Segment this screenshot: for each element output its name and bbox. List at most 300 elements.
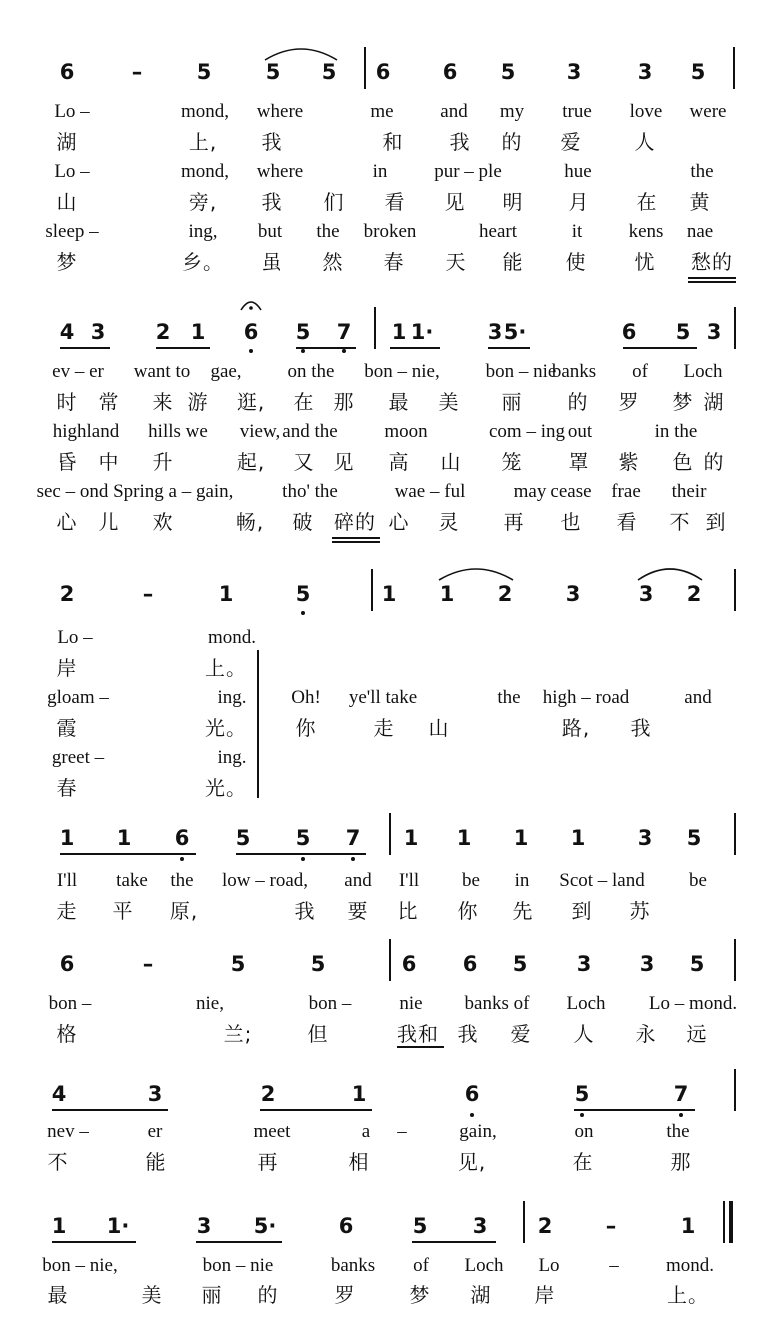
lyric-char: 看: [384, 190, 406, 214]
jianpu-note: 3: [90, 320, 106, 344]
lyric-line-english: [0, 160, 772, 184]
lyric-char: 美: [438, 390, 460, 414]
lyric-char: 月: [568, 190, 590, 214]
lyric-line-chinese: [0, 510, 772, 534]
lyric-char: 升: [152, 450, 174, 474]
lyric-word: mond,: [180, 101, 230, 122]
lyric-word: be: [689, 870, 707, 891]
lyric-char: 走: [56, 899, 78, 923]
lyric-word: greet –: [51, 747, 105, 768]
octave-dot: [470, 1113, 474, 1117]
lyric-char: 山: [56, 190, 78, 214]
barline: [733, 47, 735, 89]
lyric-char: 你: [295, 716, 317, 740]
lyric-word: were: [689, 101, 727, 122]
octave-dot: [342, 349, 346, 353]
jianpu-note: 6: [401, 952, 417, 976]
lyric-word: banks of: [464, 993, 530, 1014]
lyric-word: highland: [52, 421, 120, 442]
lyric-char: 再: [503, 510, 525, 534]
lyric-word: sec – ond Spring a – gain,: [36, 481, 234, 502]
octave-dot: [301, 349, 305, 353]
lyric-word: I'll: [398, 870, 420, 891]
lyric-line-chinese: [0, 130, 772, 154]
lyric-char: 人: [634, 130, 656, 154]
slur: [437, 562, 515, 582]
lyric-char: 中: [98, 450, 120, 474]
barline: [723, 1201, 725, 1243]
lyric-word: nae: [686, 221, 714, 242]
jianpu-note: 6: [59, 60, 75, 84]
lyric-line-chinese: [0, 390, 772, 414]
lyric-char: 见: [444, 190, 466, 214]
lyric-char: 相: [348, 1150, 370, 1174]
lyric-word: and: [684, 687, 712, 708]
lyric-underline: [397, 1046, 444, 1048]
lyric-char: 光。: [205, 776, 247, 800]
lyric-char: 春: [383, 250, 405, 274]
lyric-char: 岸: [56, 656, 78, 680]
rhythm-underline: [488, 347, 530, 349]
lyric-char: 也: [560, 510, 582, 534]
jianpu-note: 1: [51, 1214, 67, 1238]
lyric-char: 永: [635, 1022, 657, 1046]
lyric-word: –: [397, 1121, 407, 1142]
note-line: [0, 1082, 772, 1106]
lyric-char: 愁的: [691, 250, 733, 274]
lyric-word: nie,: [196, 993, 224, 1014]
lyric-char: 岸: [534, 1283, 556, 1307]
lyric-word: nie: [399, 993, 423, 1014]
jianpu-note: 1: [351, 1082, 367, 1106]
lyric-char: 能: [145, 1150, 167, 1174]
lyric-line-english: [0, 992, 772, 1016]
jianpu-note: 5·: [503, 320, 527, 344]
jianpu-note: 3: [706, 320, 722, 344]
lyric-word: ev – er: [52, 361, 104, 382]
lyric-char: 高: [388, 450, 410, 474]
lyric-char: 梦: [409, 1283, 431, 1307]
rhythm-underline: [390, 347, 440, 349]
lyric-word: bon – nie,: [42, 1255, 118, 1276]
lyric-char: 梦: [672, 390, 694, 414]
lyric-char: 欢: [152, 510, 174, 534]
lyric-char: 紫: [618, 450, 640, 474]
lyric-char: 苏: [629, 899, 651, 923]
lyric-char: 我: [261, 130, 283, 154]
octave-dot: [580, 1113, 584, 1117]
jianpu-note: 1: [513, 826, 529, 850]
lyric-char: 的: [567, 390, 589, 414]
lyric-char: 到: [571, 899, 593, 923]
rhythm-underline: [60, 347, 110, 349]
lyric-char: 不: [47, 1150, 69, 1174]
lyric-word: mond.: [207, 627, 257, 648]
jianpu-note: 3: [565, 582, 581, 606]
lyric-line-chinese: [0, 899, 772, 923]
jianpu-note: 2: [59, 582, 75, 606]
note-line: [0, 60, 772, 84]
lyric-line-english: [0, 1254, 772, 1278]
slur: [636, 562, 704, 582]
lyric-char: 灵: [438, 510, 460, 534]
lyric-word: Oh!: [291, 687, 321, 708]
jianpu-note: 6: [621, 320, 637, 344]
lyric-char: 游: [187, 390, 209, 414]
lyric-word: take: [116, 870, 148, 891]
lyric-char: 那: [670, 1150, 692, 1174]
jianpu-note: 5: [230, 952, 246, 976]
jianpu-note: –: [605, 1214, 617, 1238]
lyric-char: 们: [323, 190, 345, 214]
lyric-word: bon – nie,: [364, 361, 440, 382]
jianpu-note: 6: [462, 952, 478, 976]
jianpu-note: 1: [391, 320, 407, 344]
lyric-word: wae – ful: [394, 481, 466, 502]
lyric-char: 不: [669, 510, 691, 534]
lyric-word: bon –: [48, 993, 92, 1014]
lyric-char: 在: [293, 390, 315, 414]
lyric-char: 上,: [188, 130, 218, 154]
rhythm-underline: [156, 347, 210, 349]
jianpu-note: 6: [464, 1082, 480, 1106]
barline: [364, 47, 366, 89]
lyric-word: Loch: [683, 361, 723, 382]
lyric-char: 又: [293, 450, 315, 474]
lyric-char: 来: [152, 390, 174, 414]
lyric-word: bon – nie: [485, 361, 557, 382]
slur: [263, 42, 339, 62]
lyric-char: 但: [307, 1022, 329, 1046]
lyric-word: the: [690, 161, 714, 182]
note-line: [0, 320, 772, 344]
barline: [734, 307, 736, 349]
lyric-line-english: [0, 746, 772, 770]
jianpu-note: 6: [442, 60, 458, 84]
lyric-word: I'll: [56, 870, 78, 891]
octave-dot: [679, 1113, 683, 1117]
jianpu-note: 7: [345, 826, 361, 850]
rhythm-underline: [412, 1241, 496, 1243]
lyric-char: 色: [672, 450, 694, 474]
jianpu-note: 5: [500, 60, 516, 84]
lyric-word: true: [562, 101, 592, 122]
lyric-char: 在: [636, 190, 658, 214]
lyric-line-english: [0, 220, 772, 244]
lyric-word: cease: [550, 481, 592, 502]
jianpu-note: 5: [295, 582, 311, 606]
lyric-char: 梦: [56, 250, 78, 274]
lyric-char: 看: [616, 510, 638, 534]
lyric-line-chinese: [0, 776, 772, 800]
jianpu-note: 5: [321, 60, 337, 84]
jianpu-note: 3: [639, 952, 655, 976]
lyric-char: 心: [56, 510, 78, 534]
lyric-word: mond,: [180, 161, 230, 182]
lyric-word: Lo –: [57, 627, 93, 648]
lyric-char: 笼: [501, 450, 523, 474]
jianpu-note: 7: [336, 320, 352, 344]
jianpu-note: 5·: [253, 1214, 277, 1238]
lyric-line-chinese: [0, 1283, 772, 1307]
lyric-char: 远: [686, 1022, 708, 1046]
lyric-char: 破: [292, 510, 314, 534]
lyric-word: where: [256, 161, 304, 182]
lyric-word: it: [571, 221, 583, 242]
jianpu-note: 3: [576, 952, 592, 976]
jianpu-note: 2: [155, 320, 171, 344]
jianpu-note: 1: [570, 826, 586, 850]
jianpu-note: 5: [310, 952, 326, 976]
lyric-word: ye'll take: [348, 687, 418, 708]
jianpu-note: 1: [680, 1214, 696, 1238]
lyric-word: love: [629, 101, 663, 122]
jianpu-note: 2: [686, 582, 702, 606]
lyric-word: me: [370, 101, 394, 122]
lyric-word: –: [609, 1255, 619, 1276]
jianpu-note: 3: [487, 320, 503, 344]
barline: [374, 307, 376, 349]
lyric-char: 儿: [98, 510, 120, 534]
lyric-word: Loch: [566, 993, 606, 1014]
lyric-word: ing,: [188, 221, 218, 242]
jianpu-note: 1: [116, 826, 132, 850]
rhythm-underline: [52, 1109, 168, 1111]
jianpu-note: 6: [59, 952, 75, 976]
lyric-word: a: [361, 1121, 371, 1142]
jianpu-note: 1: [439, 582, 455, 606]
lyric-underline: [688, 277, 736, 279]
lyric-char: 罗: [334, 1283, 356, 1307]
lyric-line-english: [0, 360, 772, 384]
jianpu-note: 3: [196, 1214, 212, 1238]
jianpu-note: 6: [375, 60, 391, 84]
lyric-word: tho' the: [282, 481, 338, 502]
lyric-word: in: [514, 870, 530, 891]
jianpu-note: 3: [566, 60, 582, 84]
lyric-word: kens: [628, 221, 664, 242]
lyric-char: 我: [261, 190, 283, 214]
lyric-char: 明: [502, 190, 524, 214]
lyric-char: 我: [630, 716, 652, 740]
lyric-char: 旁,: [188, 190, 218, 214]
barline: [389, 813, 391, 855]
jianpu-note: 6: [174, 826, 190, 850]
lyric-word: and: [440, 101, 468, 122]
lyric-word: the: [666, 1121, 690, 1142]
barline: [734, 813, 736, 855]
lyric-word: Lo –: [54, 161, 90, 182]
lyric-char: 霞: [56, 716, 78, 740]
lyric-word: Lo: [538, 1255, 560, 1276]
lyric-char: 起,: [236, 450, 266, 474]
lyric-word: hills we: [148, 421, 208, 442]
jianpu-note: 5: [196, 60, 212, 84]
note-line: [0, 1214, 772, 1238]
lyric-char: 心: [388, 510, 410, 534]
jianpu-note: 3: [472, 1214, 488, 1238]
jianpu-note: 5: [690, 60, 706, 84]
jianpu-note: 2: [537, 1214, 553, 1238]
octave-dot: [301, 611, 305, 615]
jianpu-note: 7: [673, 1082, 689, 1106]
lyric-char: 使: [565, 250, 587, 274]
lyric-char: 那: [333, 390, 355, 414]
lyric-char: 我: [449, 130, 471, 154]
jianpu-note: 5: [295, 320, 311, 344]
note-line: [0, 582, 772, 606]
lyric-word: gain,: [459, 1121, 497, 1142]
lyric-char: 我: [457, 1022, 479, 1046]
lyric-word: want to: [133, 361, 191, 382]
lyric-line-english: [0, 420, 772, 444]
lyric-word: their: [671, 481, 707, 502]
lyric-line-chinese: [0, 250, 772, 274]
jianpu-note: 6: [243, 320, 259, 344]
jianpu-note: 3: [637, 826, 653, 850]
lyric-char: 格: [56, 1022, 78, 1046]
lyric-char: 常: [98, 390, 120, 414]
lyric-char: 爱: [560, 130, 582, 154]
lyric-word: Scot – land: [559, 870, 645, 891]
lyric-word: meet: [253, 1121, 291, 1142]
lyric-char: 湖: [56, 130, 78, 154]
lyric-line-english: [0, 1120, 772, 1144]
lyric-char: 罗: [618, 390, 640, 414]
barline: [389, 939, 391, 981]
lyric-char: 山: [440, 450, 462, 474]
lyric-char: 最: [388, 390, 410, 414]
lyric-word: com – ing: [489, 421, 565, 442]
lyric-word: high – road: [542, 687, 630, 708]
jianpu-note: 5: [686, 826, 702, 850]
lyric-word: frae: [611, 481, 641, 502]
barline: [734, 1069, 736, 1111]
lyric-line-english: [0, 626, 772, 650]
lyric-char: 湖: [470, 1283, 492, 1307]
lyric-line-english: [0, 686, 772, 710]
lyric-char: 乡。: [182, 250, 224, 274]
lyric-word: bon –: [308, 993, 352, 1014]
lyric-line-chinese: [0, 1022, 772, 1046]
lyric-underline: [688, 281, 736, 283]
jianpu-note: 2: [497, 582, 513, 606]
lyric-char: 逛,: [236, 390, 266, 414]
fermata: [239, 298, 263, 312]
lyric-word: broken: [363, 221, 417, 242]
lyric-char: 爱: [510, 1022, 532, 1046]
lyric-word: where: [256, 101, 304, 122]
lyric-word: Lo – mond.: [648, 993, 738, 1014]
note-line: [0, 952, 772, 976]
lyric-line-english: [0, 869, 772, 893]
lyric-char: 我和: [397, 1022, 439, 1046]
lyric-word: nev –: [47, 1121, 89, 1142]
rhythm-underline: [574, 1109, 695, 1111]
jianpu-note: 5: [412, 1214, 428, 1238]
jianpu-note: 5: [295, 826, 311, 850]
jianpu-note: 5: [689, 952, 705, 976]
lyric-char: 上。: [667, 1283, 709, 1307]
lyric-word: on: [574, 1121, 594, 1142]
lyric-word: pur – ple: [434, 161, 502, 182]
jianpu-note: 3: [147, 1082, 163, 1106]
jianpu-note: 1·: [410, 320, 434, 344]
jianpu-note: 3: [638, 582, 654, 606]
lyric-word: banks: [330, 1255, 376, 1276]
octave-dot: [249, 349, 253, 353]
lyric-word: ing.: [217, 687, 247, 708]
lyric-char: 最: [47, 1283, 69, 1307]
lyric-word: mond.: [665, 1255, 715, 1276]
lyric-char: 的: [257, 1283, 279, 1307]
lyric-line-chinese: [0, 716, 772, 740]
barline: [371, 569, 373, 611]
note-line: [0, 826, 772, 850]
lyric-char: 美: [141, 1283, 163, 1307]
lyric-underline: [332, 541, 380, 543]
lyric-word: and: [344, 870, 372, 891]
lyric-char: 然: [322, 250, 344, 274]
lyric-char: 上。: [205, 656, 247, 680]
lyric-word: in: [372, 161, 388, 182]
lyric-char: 虽: [261, 250, 283, 274]
lyric-word: Loch: [464, 1255, 504, 1276]
barline: [523, 1201, 525, 1243]
jianpu-note: 5: [675, 320, 691, 344]
jianpu-note: 2: [260, 1082, 276, 1106]
lyric-word: sleep –: [45, 221, 99, 242]
lyric-word: gloam –: [47, 687, 109, 708]
lyric-word: of: [632, 361, 648, 382]
octave-dot: [301, 857, 305, 861]
rhythm-underline: [196, 1241, 282, 1243]
lyric-char: 到: [705, 510, 727, 534]
lyric-word: Lo –: [54, 101, 90, 122]
verse-bracket: [257, 650, 259, 798]
lyric-char: 丽: [501, 390, 523, 414]
octave-dot: [180, 857, 184, 861]
lyric-word: the: [316, 221, 340, 242]
lyric-char: 兰;: [223, 1022, 253, 1046]
jianpu-note: –: [142, 952, 154, 976]
jianpu-note: 6: [338, 1214, 354, 1238]
rhythm-underline: [52, 1241, 136, 1243]
jianpu-note: 1: [218, 582, 234, 606]
lyric-word: but: [257, 221, 283, 242]
jianpu-note: 5: [574, 1082, 590, 1106]
lyric-char: 忧: [634, 250, 656, 274]
octave-dot: [351, 857, 355, 861]
jianpu-note: 3: [637, 60, 653, 84]
lyric-char: 的: [501, 130, 523, 154]
jianpu-note: 1: [190, 320, 206, 344]
lyric-char: 时: [56, 390, 78, 414]
rhythm-underline: [260, 1109, 372, 1111]
lyric-underline: [332, 537, 380, 539]
rhythm-underline: [296, 347, 356, 349]
lyric-char: 再: [257, 1150, 279, 1174]
jianpu-note: 4: [59, 320, 75, 344]
lyric-char: 你: [457, 899, 479, 923]
jianpu-note: 5: [265, 60, 281, 84]
lyric-char: 山: [428, 716, 450, 740]
jianpu-note: 1: [456, 826, 472, 850]
lyric-word: heart: [479, 221, 517, 242]
lyric-line-english: [0, 480, 772, 504]
jianpu-note: 1·: [106, 1214, 130, 1238]
lyric-char: 路,: [561, 716, 591, 740]
